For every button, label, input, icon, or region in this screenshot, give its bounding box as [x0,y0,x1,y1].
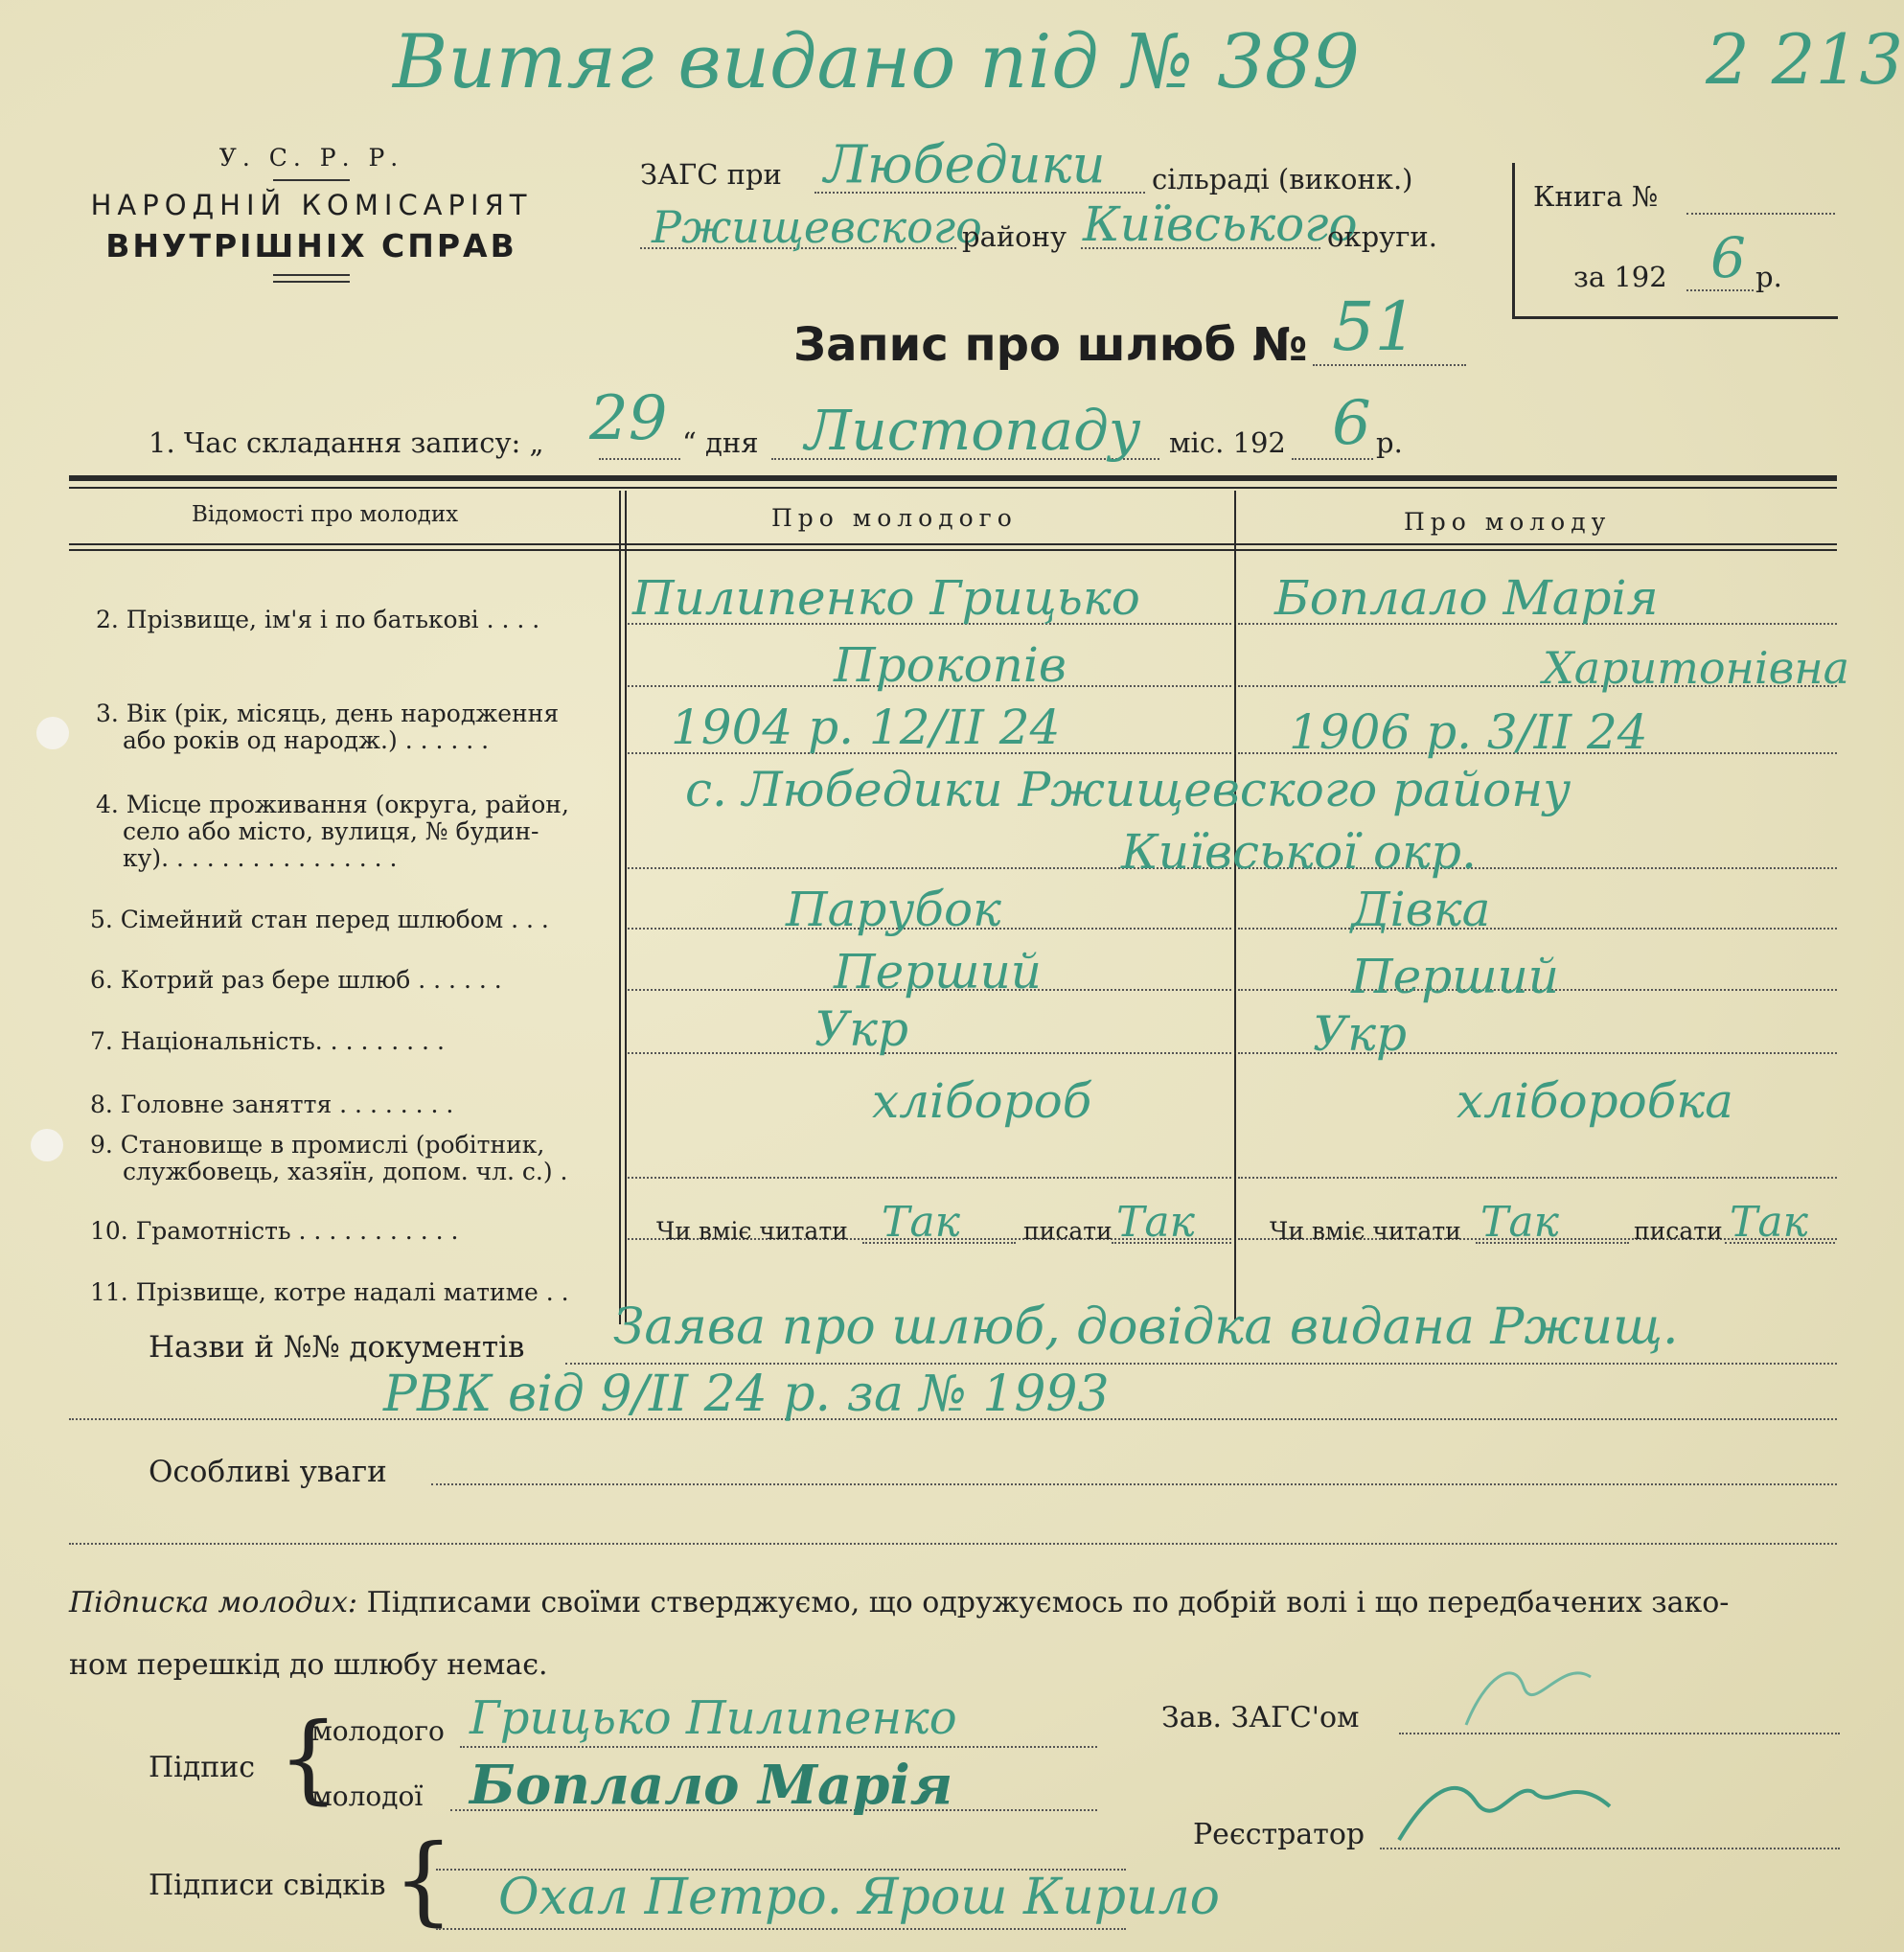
declaration-italic: Підписка молодих: [69,1586,358,1619]
row-label-occupation: 8. Головне заняття . . . . . . . . [90,1091,454,1118]
dotted-line [1686,213,1835,215]
book-box-border [1512,163,1515,318]
bride-signature-hw: Боплало Марія [470,1754,953,1817]
row-label-future-surname: 11. Прізвище, котре надалі матиме . . [90,1278,569,1306]
dotted-line [69,1543,1837,1545]
dotted-line [431,1483,1837,1485]
year-hw: 6 [1332,388,1371,459]
table-top-rule [69,475,1837,481]
dotted-line [599,458,680,460]
declaration-text-2: ном перешкід до шлюбу немає. [69,1648,548,1682]
divider [273,274,350,276]
row-label-nationality: 7. Національність. . . . . . . . . [90,1027,445,1055]
bride-nationality-hw: Укр [1313,1006,1407,1062]
dotted-line [460,1746,1097,1748]
documents-label: Назви й №№ документів [149,1330,525,1365]
village-hw: Любедики [824,134,1106,195]
registrar-signature [1389,1754,1639,1859]
table-rule [69,487,1837,489]
internal-affairs-label: ВНУТРІШНІХ СПРАВ [105,227,517,264]
dotted-line [565,1363,1837,1365]
groom-occupation-hw: хлібороб [872,1073,1092,1129]
bride-write-hw: Так [1730,1198,1808,1247]
head-signature [1447,1648,1619,1734]
groom-patronymic-hw: Прокопів [834,637,1067,693]
signature-label: Підпис [149,1751,256,1784]
divider [273,179,350,181]
ussr-label: У. С. Р. Р. [218,144,404,172]
commissariat-label: НАРОДНІЙ КОМІСАРІЯТ [90,189,533,221]
row-label-marital-status: 5. Сімейний стан перед шлюбом . . . [90,906,549,933]
dotted-line [436,1928,1126,1930]
day-label: “ дня [682,426,759,459]
row-label-residence-2: село або місто, вулиця, № будин- [123,817,539,845]
residence-okrug-hw: Київської окр. [1121,824,1477,880]
row-label-literacy: 10. Грамотність . . . . . . . . . . . [90,1217,459,1245]
punch-hole [36,717,69,749]
groom-read-hw: Так [882,1198,960,1247]
book-for-label: за 192 [1573,261,1667,293]
table-rule [69,543,1837,545]
row-divider [628,1052,1231,1054]
row-label-age: 3. Вік (рік, місяць, день народження [96,700,560,727]
day-hw: 29 [589,383,668,454]
bride-write-label: писати [1634,1217,1723,1245]
book-box-border [1512,316,1838,319]
col-bride-header: Про молоду [1404,508,1612,536]
village-suffix: сільраді (виконк.) [1152,163,1413,195]
bride-occupation-hw: хліборобка [1457,1073,1733,1129]
divider [273,281,350,283]
row-label-marriage-count: 6. Котрий раз бере шлюб . . . . . . [90,966,502,994]
col-info-header: Відомості про молодих [192,502,459,527]
groom-signature-label: молодого [311,1715,445,1747]
bride-patronymic-hw: Харитонівна [1543,642,1850,694]
top-annotation: Витяг видано під № 389 [393,19,1360,105]
time-label: 1. Час складання запису: „ [149,426,544,459]
groom-age-hw: 1904 р. 12/II 24 [671,700,1061,755]
residence-hw: с. Любедики Ржищевского району [685,762,1571,817]
book-year-suffix: р. [1755,261,1782,293]
witnesses-label: Підписи свідків [149,1869,386,1902]
zags-prefix: ЗАГС при [640,158,782,191]
row-label-industry-position: 9. Становище в промислі (робітник, [90,1131,545,1159]
row-divider [628,1177,1231,1179]
col-groom-header: Про молодого [771,504,1018,532]
table-column-rule [1234,491,1236,1320]
row-label-industry-position-2: службовець, хазяїн, допом. чл. с.) . [123,1158,568,1185]
groom-marriage-count-hw: Перший [834,944,1042,999]
row-label-residence-3: ку). . . . . . . . . . . . . . . . [123,844,398,872]
witnesses-brace: { [393,1824,454,1936]
table-column-rule [625,491,627,1324]
declaration-line-1 [69,1586,1729,1619]
table-column-rule [619,491,621,1324]
head-label: Зав. ЗАГС'ом [1161,1701,1360,1734]
book-label: Книга № [1533,180,1659,213]
groom-read-label: Чи вміє читати [656,1217,848,1245]
row-label-age-2: або років од народж.) . . . . . . [123,726,490,754]
page-title: Запис про шлюб № [793,318,1308,372]
groom-signature-hw: Грицько Пилипенко [470,1691,957,1745]
bride-signature-label: молодої [311,1780,424,1812]
groom-name-hw: Пилипенко Грицько [632,570,1140,626]
groom-write-hw: Так [1116,1198,1195,1247]
bride-read-hw: Так [1480,1198,1559,1247]
district-hw: Ржищевского [652,201,982,253]
groom-nationality-hw: Укр [814,1001,908,1057]
bride-read-label: Чи вміє читати [1270,1217,1461,1245]
notes-label: Особливі уваги [149,1455,387,1489]
declaration-text-1: Підписами своїми стверджуємо, що одружуємось по добрій волі і що передбачених зако- [366,1586,1730,1619]
district-label: району [962,220,1067,253]
year-suffix: р. [1376,426,1403,459]
month-label: міс. 192 [1169,426,1286,459]
header-left [57,144,565,283]
okrug-label: округи. [1327,220,1437,253]
table-rule [69,549,1837,551]
bride-marital-hw: Дівка [1351,882,1491,937]
groom-marital-hw: Парубок [786,882,1001,937]
row-label-residence: 4. Місце проживання (округа, район, [96,791,569,818]
record-number-hw: 51 [1332,287,1418,366]
witnesses-hw: Охал Петро. Ярош Кирило [498,1869,1220,1926]
punch-hole [31,1129,63,1161]
page-number: 2 213 [1706,19,1904,100]
book-year-hw: 6 [1710,225,1746,290]
row-divider [1238,928,1837,930]
okrug-hw: Київського [1083,196,1358,252]
bride-marriage-count-hw: Перший [1351,949,1559,1004]
row-divider [1238,1177,1837,1179]
documents-hw-2: РВК від 9/II 24 р. за № 1993 [383,1366,1110,1423]
registrar-label: Реєстратор [1193,1818,1365,1851]
groom-write-label: писати [1023,1217,1113,1245]
bride-age-hw: 1906 р. 3/II 24 [1289,704,1648,760]
bride-name-hw: Боплало Марія [1274,570,1659,626]
documents-hw-1: Заява про шлюб, довідка видана Ржищ. [613,1298,1679,1356]
row-label-name: 2. Прізвище, ім'я і по батькові . . . . [96,606,540,633]
month-hw: Листопаду [805,398,1141,463]
signature-brace: { [278,1702,339,1814]
